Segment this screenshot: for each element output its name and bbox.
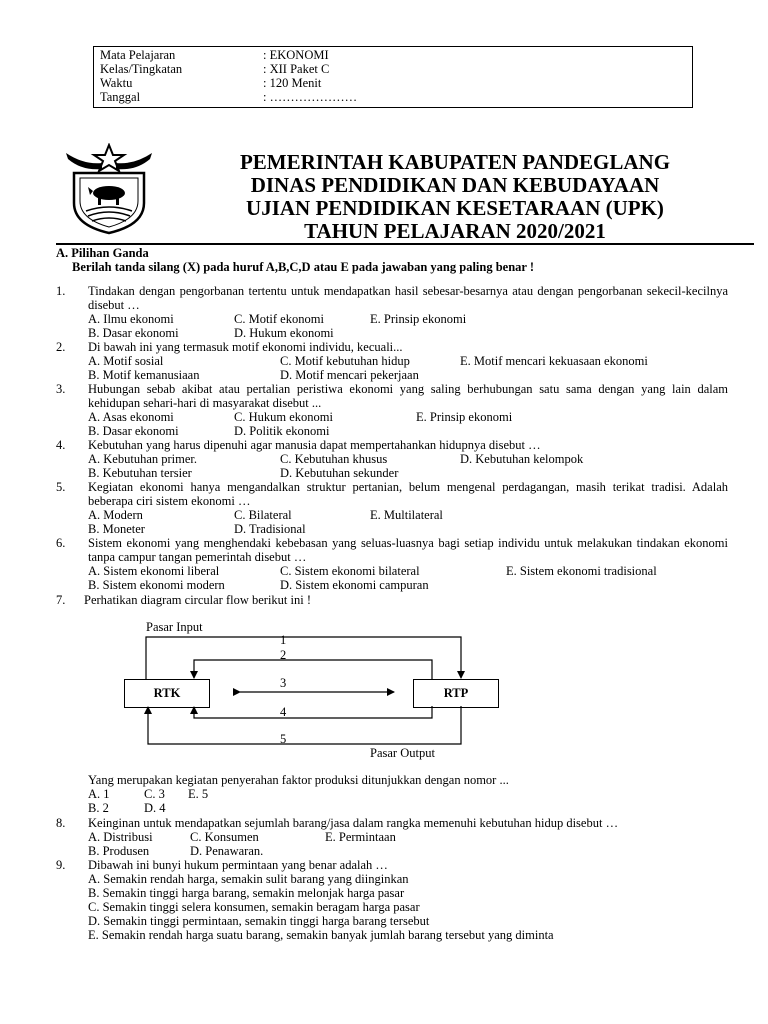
question-number: 8. [56, 816, 66, 830]
option: A. Kebutuhan primer. [88, 452, 198, 466]
info-label: Waktu [100, 76, 133, 90]
question-number: 1. [56, 284, 66, 298]
header-line-1: PEMERINTAH KABUPATEN PANDEGLANG [239, 150, 671, 174]
option: D. Tradisional [234, 522, 306, 536]
header-line-4: TAHUN PELAJARAN 2020/2021 [304, 219, 606, 243]
option: C. Bilateral [234, 508, 292, 522]
option: B. Sistem ekonomi modern [88, 578, 225, 592]
diagram-number: 4 [280, 705, 287, 719]
question-number: 3. [56, 382, 66, 396]
option: E. Permintaan [325, 830, 396, 844]
option: B. Dasar ekonomi [88, 326, 179, 340]
info-value: : XII Paket C [263, 62, 330, 76]
diagram-output-label: Pasar Output [370, 746, 435, 760]
diagram-input-label: Pasar Input [146, 620, 203, 634]
question-number: 2. [56, 340, 66, 354]
option: E. Multilateral [370, 508, 443, 522]
question-text: Keinginan untuk mendapatkan sejumlah barang/jasa dalam rangka memenuhi kebutuhan hidup disebut … [88, 816, 619, 830]
option: C. Sistem ekonomi bilateral [280, 564, 420, 578]
question-text: Kegiatan ekonomi hanya mengandalkan struktur pertanian, belum mengenal perdagangan, masih terikat tradisi. Adalah beberapa ciri sistem ekonomi … [88, 480, 728, 508]
header-line-3: UJIAN PENDIDIKAN KESETARAAN (UPK) [246, 196, 664, 220]
option: D. Kebutuhan kelompok [460, 452, 584, 466]
option: B. Produsen [88, 844, 150, 858]
header-line-2: DINAS PENDIDIKAN DAN KEBUDAYAAN [250, 173, 660, 197]
option: E. Prinsip ekonomi [370, 312, 467, 326]
question-text: Hubungan sebab akibat atau pertalian peristiwa ekonomi yang saling berhubungan satu sama dengan yang lain dalam kehidupan sehari-hari di masyarakat disebut ... [88, 382, 728, 410]
section-title: A. Pilihan Ganda [56, 246, 149, 260]
question-text: Tindakan dengan pengorbanan tertentu untuk mendapatkan hasil sebesar-besarnya atau dengan pengorbanan sekecil-kecilnya disebut … [88, 284, 728, 312]
option: C. Semakin tinggi selera konsumen, semakin beragam harga pasar [88, 900, 420, 914]
question-text: Kebutuhan yang harus dipenuhi agar manusia dapat mempertahankan hidupnya disebut … [88, 438, 541, 452]
option: B. Semakin tinggi harga barang, semakin melonjak harga pasar [88, 886, 405, 900]
option: A. Sistem ekonomi liberal [88, 564, 220, 578]
option: B. Moneter [88, 522, 145, 536]
option: E. Semakin rendah harga suatu barang, semakin banyak jumlah barang tersebut yang diminta [88, 928, 554, 942]
section-instruction: Berilah tanda silang (X) pada huruf A,B,C,D atau E pada jawaban yang paling benar ! [72, 260, 535, 274]
option: C. Motif ekonomi [234, 312, 324, 326]
option: D. Sistem ekonomi campuran [280, 578, 429, 592]
option: B. 2 [88, 801, 109, 815]
option: D. Politik ekonomi [234, 424, 330, 438]
option: D. Penawaran. [190, 844, 264, 858]
option: C. Konsumen [190, 830, 259, 844]
diagram-box-rtp: RTP [413, 679, 499, 708]
option: D. Semakin tinggi permintaan, semakin tinggi harga barang tersebut [88, 914, 430, 928]
info-value: : ………………… [263, 90, 358, 104]
option: B. Kebutuhan tersier [88, 466, 192, 480]
option: A. Asas ekonomi [88, 410, 174, 424]
option: C. Motif kebutuhan hidup [280, 354, 410, 368]
option: D. Kebutuhan sekunder [280, 466, 399, 480]
option: A. Semakin rendah harga, semakin sulit barang yang diinginkan [88, 872, 409, 886]
question-number: 9. [56, 858, 66, 872]
question-number: 6. [56, 536, 66, 550]
question-number: 7. [56, 593, 66, 607]
diagram-number: 1 [280, 633, 287, 647]
question-text: Yang merupakan kegiatan penyerahan faktor produksi ditunjukkan dengan nomor ... [88, 773, 509, 787]
diagram-number: 5 [280, 732, 287, 746]
option: E. Motif mencari kekuasaan ekonomi [460, 354, 648, 368]
info-value: : EKONOMI [263, 48, 329, 62]
option: B. Motif kemanusiaan [88, 368, 200, 382]
question-number: 4. [56, 438, 66, 452]
question-text: Di bawah ini yang termasuk motif ekonomi individu, kecuali... [88, 340, 403, 354]
option: A. Modern [88, 508, 143, 522]
question-number: 5. [56, 480, 66, 494]
option: D. Motif mencari pekerjaan [280, 368, 419, 382]
diagram-number: 2 [280, 648, 287, 662]
option: E. Prinsip ekonomi [416, 410, 513, 424]
option: D. Hukum ekonomi [234, 326, 334, 340]
info-value: : 120 Menit [263, 76, 322, 90]
info-label: Tanggal [100, 90, 141, 104]
option: C. Kebutuhan khusus [280, 452, 388, 466]
question-text: Perhatikan diagram circular flow berikut ini ! [84, 593, 312, 607]
option: A. 1 [88, 787, 110, 801]
option: A. Ilmu ekonomi [88, 312, 174, 326]
option: C. Hukum ekonomi [234, 410, 333, 424]
option: A. Motif sosial [88, 354, 164, 368]
option: D. 4 [144, 801, 166, 815]
option: E. Sistem ekonomi tradisional [506, 564, 657, 578]
info-label: Mata Pelajaran [100, 48, 176, 62]
option: A. Distribusi [88, 830, 153, 844]
question-text: Dibawah ini bunyi hukum permintaan yang benar adalah … [88, 858, 388, 872]
info-label: Kelas/Tingkatan [100, 62, 183, 76]
option: E. 5 [188, 787, 209, 801]
diagram-number: 3 [280, 676, 287, 690]
diagram-box-rtk: RTK [124, 679, 210, 708]
option: B. Dasar ekonomi [88, 424, 179, 438]
option: C. 3 [144, 787, 165, 801]
question-text: Sistem ekonomi yang menghendaki kebebasan yang seluas-luasnya bagi setiap individu untuk melakukan tindakan ekonomi tanpa campur tangan pemerintah disebut … [88, 536, 728, 564]
